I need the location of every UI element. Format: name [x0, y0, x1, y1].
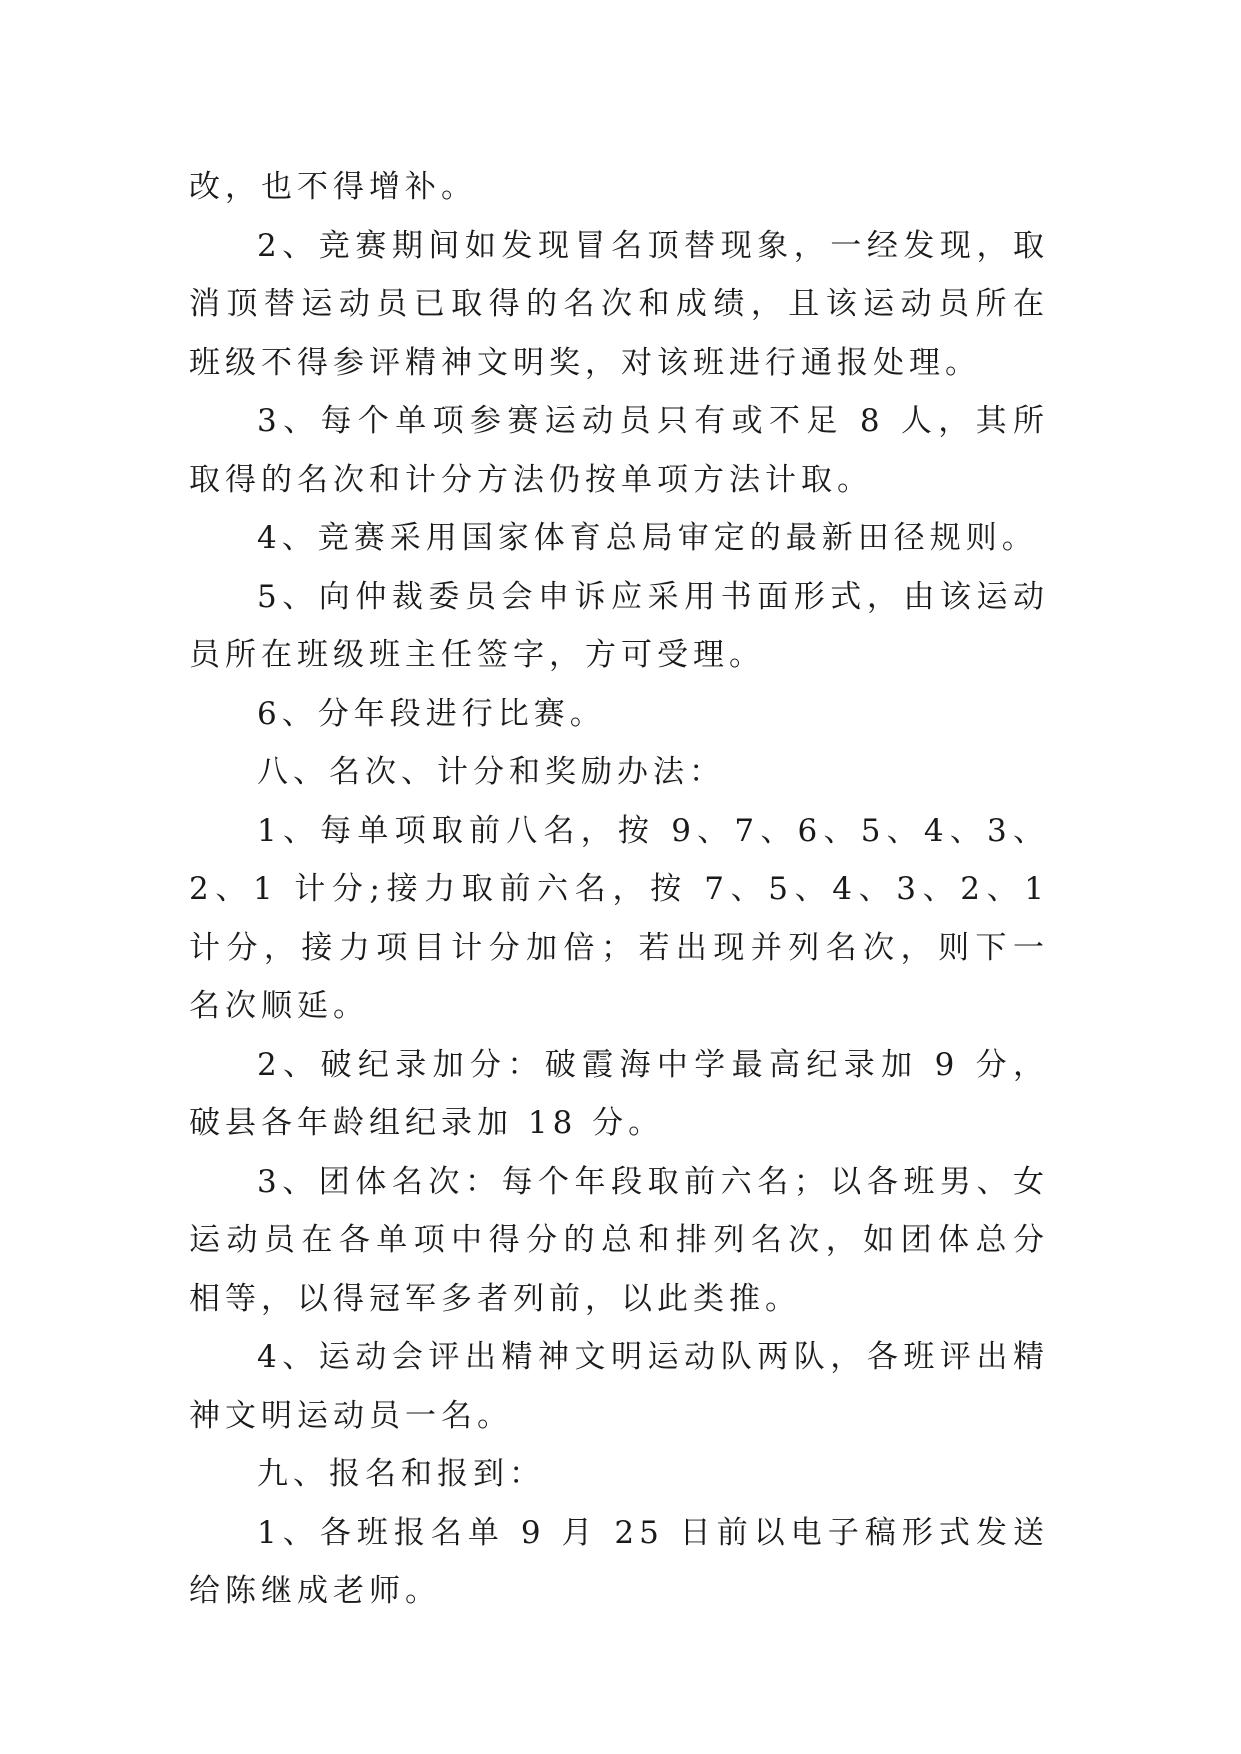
paragraph-scoring-1: 1、每单项取前八名，按 9、7、6、5、4、3、2、1 计分;接力取前六名，按 7、5、4、3、2、1 计分，接力项目计分加倍；若出现并列名次，则下一名次顺延。: [189, 812, 1049, 1024]
paragraph-scoring-3: 3、团体名次：每个年段取前六名；以各班男、女运动员在各单项中得分的总和排列名次，如团体总分相等，以得冠军多者列前，以此类推。: [189, 1163, 1049, 1317]
paragraph-rule-4: 4、竞赛采用国家体育总局审定的最新田径规则。: [257, 520, 1038, 556]
paragraph-rule-5: 5、向仲裁委员会申诉应采用书面形式，由该运动员所在班级班主任签字，方可受理。: [189, 578, 1049, 673]
section-heading-registration: 九、报名和报到：: [257, 1456, 545, 1492]
paragraph-scoring-4: 4、运动会评出精神文明运动队两队，各班评出精神文明运动员一名。: [189, 1339, 1049, 1434]
paragraph-continuation: 改，也不得增补。: [189, 169, 477, 205]
document-body: [189, 158, 1049, 1621]
paragraph-scoring-2: 2、破纪录加分：破霞海中学最高纪录加 9 分，破县各年龄组纪录加 18 分。: [189, 1046, 1049, 1141]
paragraph-registration-1: 1、各班报名单 9 月 25 日前以电子稿形式发送给陈继成老师。: [189, 1514, 1049, 1609]
paragraph-rule-6: 6、分年段进行比赛。: [257, 695, 606, 732]
section-heading-ranking: 八、名次、计分和奖励办法：: [257, 754, 725, 790]
paragraph-rule-3: 3、每个单项参赛运动员只有或不足 8 人，其所取得的名次和计分方法仍按单项方法计取。: [189, 403, 1049, 498]
paragraph-rule-2: 2、竞赛期间如发现冒名顶替现象，一经发现，取消顶替运动员已取得的名次和成绩，且该运动员所在班级不得参评精神文明奖，对该班进行通报处理。: [189, 227, 1049, 381]
